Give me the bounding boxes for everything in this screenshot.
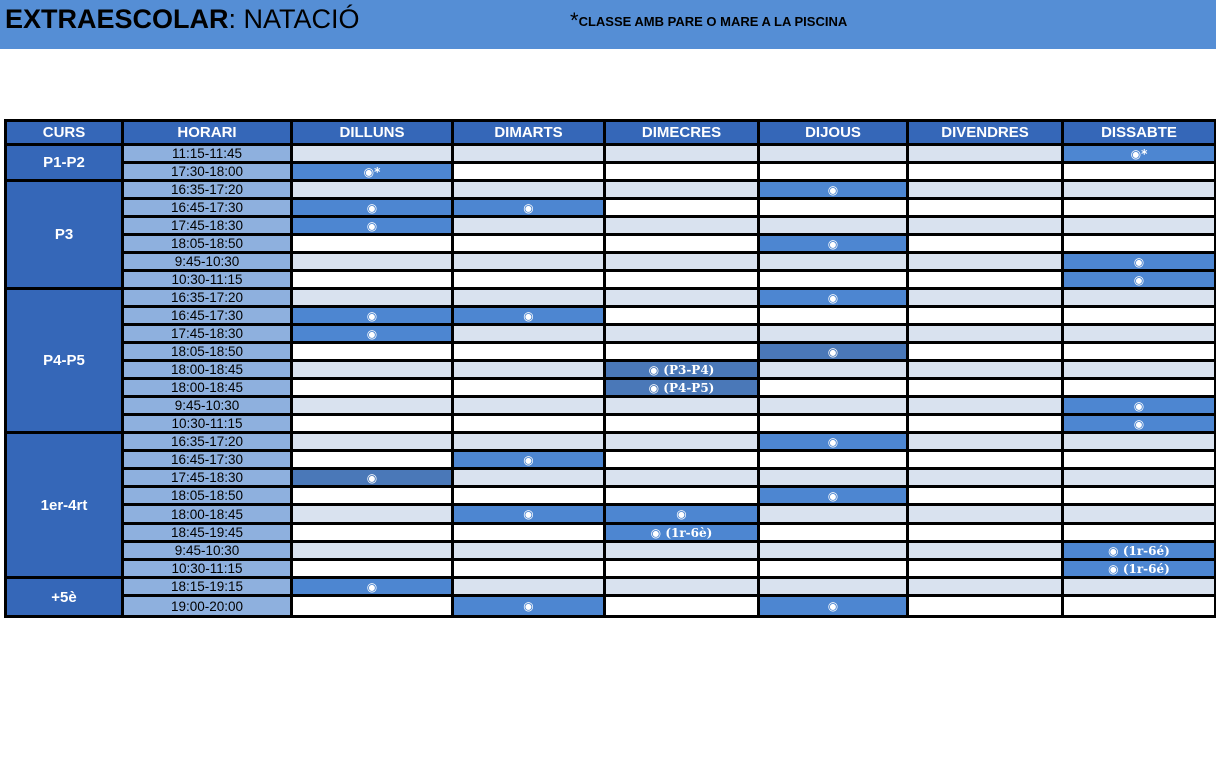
session-mark: ◉: [366, 200, 378, 215]
slot-cell: [908, 524, 1063, 542]
session-mark: ◉: [827, 236, 839, 251]
slot-cell: [908, 361, 1063, 379]
slot-cell: [605, 596, 759, 617]
slot-cell: [759, 524, 908, 542]
table-row: [6, 289, 1216, 307]
slot-cell: [453, 289, 605, 307]
col-header-dimecres: DIMECRES: [605, 121, 759, 145]
session-mark: ◉*: [363, 164, 381, 179]
horari-cell: 10:30-11:15: [123, 560, 292, 578]
horari-cell: 18:05-18:50: [123, 487, 292, 505]
slot-cell: [453, 253, 605, 271]
session-mark: ◉: [366, 326, 378, 341]
slot-cell: [759, 542, 908, 560]
session-mark: ◉: [827, 344, 839, 359]
slot-cell: [605, 415, 759, 433]
session-mark: ◉: [827, 290, 839, 305]
col-header-divendres: DIVENDRES: [908, 121, 1063, 145]
slot-cell: [759, 487, 908, 505]
slot-cell: [1063, 433, 1216, 451]
horari-cell: 18:00-18:45: [123, 361, 292, 379]
horari-cell: 16:45-17:30: [123, 451, 292, 469]
slot-cell: [1063, 145, 1216, 163]
session-mark: ◉ (1r-6é): [1108, 561, 1170, 576]
slot-cell: [1063, 235, 1216, 253]
slot-cell: [759, 505, 908, 524]
slot-cell: [759, 307, 908, 325]
slot-cell: [759, 253, 908, 271]
slot-cell: [759, 415, 908, 433]
slot-cell: [908, 217, 1063, 235]
slot-cell: [453, 145, 605, 163]
slot-cell: [292, 163, 453, 181]
table-row: [6, 451, 1216, 469]
slot-cell: [1063, 542, 1216, 560]
slot-cell: [605, 181, 759, 199]
slot-cell: [292, 487, 453, 505]
slot-cell: [1063, 253, 1216, 271]
schedule-table: [4, 119, 1216, 618]
slot-cell: [605, 325, 759, 343]
slot-cell: [453, 505, 605, 524]
slot-cell: [908, 235, 1063, 253]
slot-cell: [759, 578, 908, 596]
slot-cell: [908, 487, 1063, 505]
horari-cell: 9:45-10:30: [123, 542, 292, 560]
table-row: [6, 433, 1216, 451]
session-mark: ◉: [1133, 398, 1145, 413]
slot-cell: [759, 235, 908, 253]
slot-cell: [292, 325, 453, 343]
table-row: [6, 361, 1216, 379]
slot-cell: [759, 271, 908, 289]
slot-cell: [759, 199, 908, 217]
slot-cell: [908, 343, 1063, 361]
table-row: [6, 487, 1216, 505]
slot-cell: [1063, 199, 1216, 217]
session-mark: ◉ (P4-P5): [648, 380, 715, 395]
session-mark: ◉: [827, 182, 839, 197]
slot-cell: [908, 596, 1063, 617]
slot-cell: [292, 307, 453, 325]
slot-cell: [1063, 379, 1216, 397]
slot-cell: [759, 289, 908, 307]
slot-cell: [1063, 325, 1216, 343]
horari-cell: 17:30-18:00: [123, 163, 292, 181]
slot-cell: [292, 542, 453, 560]
table-row: [6, 181, 1216, 199]
curs-cell: P1-P2: [6, 145, 123, 181]
horari-cell: 16:35-17:20: [123, 181, 292, 199]
table-row: [6, 271, 1216, 289]
slot-cell: [759, 469, 908, 487]
slot-cell: [759, 560, 908, 578]
slot-cell: [453, 163, 605, 181]
horari-cell: 16:45-17:30: [123, 307, 292, 325]
slot-cell: [453, 469, 605, 487]
slot-cell: [292, 451, 453, 469]
slot-cell: [453, 379, 605, 397]
session-mark: ◉: [523, 308, 534, 323]
slot-cell: [1063, 343, 1216, 361]
slot-cell: [908, 451, 1063, 469]
col-header-dimarts: DIMARTS: [453, 121, 605, 145]
title-rest: : NATACIÓ: [228, 4, 360, 34]
horari-cell: 10:30-11:15: [123, 415, 292, 433]
col-header-dijous: DIJOUS: [759, 121, 908, 145]
table-row: [6, 253, 1216, 271]
slot-cell: [908, 145, 1063, 163]
slot-cell: [605, 289, 759, 307]
slot-cell: [292, 379, 453, 397]
slot-cell: [908, 397, 1063, 415]
slot-cell: [759, 181, 908, 199]
slot-cell: [292, 433, 453, 451]
curs-cell: 1er-4rt: [6, 433, 123, 578]
slot-cell: [605, 578, 759, 596]
horari-cell: 10:30-11:15: [123, 271, 292, 289]
slot-cell: [908, 379, 1063, 397]
slot-cell: [908, 289, 1063, 307]
slot-cell: [605, 235, 759, 253]
slot-cell: [1063, 307, 1216, 325]
horari-cell: 16:35-17:20: [123, 289, 292, 307]
slot-cell: [908, 199, 1063, 217]
slot-cell: [908, 560, 1063, 578]
horari-cell: 18:05-18:50: [123, 343, 292, 361]
horari-cell: 16:45-17:30: [123, 199, 292, 217]
session-mark: ◉: [523, 452, 534, 467]
curs-cell: +5è: [6, 578, 123, 617]
slot-cell: [605, 379, 759, 397]
slot-cell: [292, 289, 453, 307]
slot-cell: [453, 307, 605, 325]
slot-cell: [453, 235, 605, 253]
slot-cell: [1063, 505, 1216, 524]
horari-cell: 17:45-18:30: [123, 325, 292, 343]
slot-cell: [605, 199, 759, 217]
horari-cell: 17:45-18:30: [123, 217, 292, 235]
table-row: [6, 217, 1216, 235]
slot-cell: [605, 560, 759, 578]
slot-cell: [1063, 524, 1216, 542]
slot-cell: [453, 199, 605, 217]
session-mark: ◉ (1r-6è): [650, 525, 713, 540]
table-row: [6, 199, 1216, 217]
col-header-curs: CURS: [6, 121, 123, 145]
col-header-dilluns: DILLUNS: [292, 121, 453, 145]
slot-cell: [453, 217, 605, 235]
slot-cell: [759, 217, 908, 235]
slot-cell: [605, 163, 759, 181]
slot-cell: [605, 253, 759, 271]
slot-cell: [908, 181, 1063, 199]
session-mark: ◉: [366, 218, 378, 233]
slot-cell: [605, 361, 759, 379]
col-header-dissabte: DISSABTE: [1063, 121, 1216, 145]
slot-cell: [605, 542, 759, 560]
horari-cell: 18:15-19:15: [123, 578, 292, 596]
slot-cell: [908, 578, 1063, 596]
slot-cell: [1063, 163, 1216, 181]
slot-cell: [292, 235, 453, 253]
slot-cell: [292, 181, 453, 199]
table-row: [6, 145, 1216, 163]
horari-cell: 18:05-18:50: [123, 235, 292, 253]
slot-cell: [1063, 181, 1216, 199]
slot-cell: [453, 271, 605, 289]
horari-cell: 9:45-10:30: [123, 397, 292, 415]
slot-cell: [605, 524, 759, 542]
slot-cell: [605, 397, 759, 415]
slot-cell: [1063, 397, 1216, 415]
table-row: [6, 469, 1216, 487]
slot-cell: [605, 505, 759, 524]
slot-cell: [453, 415, 605, 433]
title-banner: [0, 0, 1216, 49]
slot-cell: [453, 578, 605, 596]
slot-cell: [453, 560, 605, 578]
session-mark: ◉ (P3-P4): [648, 362, 715, 377]
slot-cell: [908, 325, 1063, 343]
horari-cell: 16:35-17:20: [123, 433, 292, 451]
session-mark: ◉*: [1130, 146, 1148, 161]
slot-cell: [292, 361, 453, 379]
slot-cell: [908, 415, 1063, 433]
horari-cell: 18:45-19:45: [123, 524, 292, 542]
slot-cell: [292, 578, 453, 596]
slot-cell: [292, 560, 453, 578]
slot-cell: [1063, 415, 1216, 433]
slot-cell: [292, 145, 453, 163]
slot-cell: [292, 397, 453, 415]
slot-cell: [605, 307, 759, 325]
footnote-text: CLASSE AMB PARE O MARE A LA PISCINA: [578, 14, 848, 29]
slot-cell: [759, 451, 908, 469]
slot-cell: [759, 379, 908, 397]
slot-cell: [908, 542, 1063, 560]
slot-cell: [1063, 451, 1216, 469]
title-bold: EXTRAESCOLAR: [5, 4, 229, 34]
session-mark: ◉: [676, 507, 687, 521]
slot-cell: [605, 271, 759, 289]
horari-cell: 18:00-18:45: [123, 505, 292, 524]
slot-cell: [759, 361, 908, 379]
slot-cell: [453, 451, 605, 469]
slot-cell: [453, 325, 605, 343]
slot-cell: [759, 325, 908, 343]
slot-cell: [908, 469, 1063, 487]
table-row: [6, 415, 1216, 433]
slot-cell: [605, 451, 759, 469]
slot-cell: [292, 596, 453, 617]
slot-cell: [605, 343, 759, 361]
slot-cell: [292, 524, 453, 542]
slot-cell: [759, 343, 908, 361]
slot-cell: [759, 145, 908, 163]
slot-cell: [908, 505, 1063, 524]
session-mark: ◉: [1133, 416, 1145, 431]
slot-cell: [759, 397, 908, 415]
horari-cell: 9:45-10:30: [123, 253, 292, 271]
table-row: [6, 397, 1216, 415]
table-row: [6, 235, 1216, 253]
slot-cell: [292, 199, 453, 217]
session-mark: ◉: [523, 200, 534, 215]
slot-cell: [605, 469, 759, 487]
slot-cell: [605, 145, 759, 163]
slot-cell: [759, 433, 908, 451]
slot-cell: [292, 415, 453, 433]
table-row: [6, 325, 1216, 343]
slot-cell: [453, 596, 605, 617]
slot-cell: [453, 397, 605, 415]
slot-cell: [292, 217, 453, 235]
slot-cell: [1063, 271, 1216, 289]
slot-cell: [1063, 361, 1216, 379]
slot-cell: [453, 361, 605, 379]
slot-cell: [1063, 578, 1216, 596]
slot-cell: [1063, 596, 1216, 617]
table-row: [6, 524, 1216, 542]
slot-cell: [908, 307, 1063, 325]
slot-cell: [453, 487, 605, 505]
table-row: [6, 379, 1216, 397]
slot-cell: [759, 163, 908, 181]
slot-cell: [292, 343, 453, 361]
horari-cell: 11:15-11:45: [123, 145, 292, 163]
table-row: [6, 560, 1216, 578]
horari-cell: 18:00-18:45: [123, 379, 292, 397]
slot-cell: [908, 163, 1063, 181]
session-mark: ◉: [1133, 272, 1145, 287]
curs-cell: P4-P5: [6, 289, 123, 433]
footnote: [570, 8, 847, 34]
header-row: [6, 121, 1216, 145]
slot-cell: [453, 433, 605, 451]
slot-cell: [1063, 560, 1216, 578]
slot-cell: [605, 487, 759, 505]
slot-cell: [1063, 217, 1216, 235]
table-row: [6, 505, 1216, 524]
session-mark: ◉: [366, 308, 378, 323]
slot-cell: [605, 433, 759, 451]
table-row: [6, 343, 1216, 361]
session-mark: ◉: [827, 599, 839, 613]
footnote-star: *: [570, 8, 579, 33]
slot-cell: [453, 524, 605, 542]
session-mark: ◉: [523, 599, 534, 613]
table-row: [6, 542, 1216, 560]
slot-cell: [453, 343, 605, 361]
session-mark: ◉: [1133, 254, 1145, 269]
session-mark: ◉: [827, 434, 839, 449]
session-mark: ◉: [366, 579, 378, 594]
slot-cell: [908, 271, 1063, 289]
page-title: [5, 4, 360, 35]
col-header-horari: HORARI: [123, 121, 292, 145]
slot-cell: [292, 505, 453, 524]
slot-cell: [605, 217, 759, 235]
horari-cell: 19:00-20:00: [123, 596, 292, 617]
session-mark: ◉ (1r-6é): [1108, 543, 1170, 558]
session-mark: ◉: [827, 488, 839, 503]
slot-cell: [292, 469, 453, 487]
session-mark: ◉: [523, 507, 534, 521]
slot-cell: [908, 253, 1063, 271]
slot-cell: [453, 542, 605, 560]
table-row: [6, 596, 1216, 617]
table-row: [6, 578, 1216, 596]
slot-cell: [1063, 487, 1216, 505]
slot-cell: [453, 181, 605, 199]
curs-cell: P3: [6, 181, 123, 289]
slot-cell: [1063, 469, 1216, 487]
slot-cell: [1063, 289, 1216, 307]
horari-cell: 17:45-18:30: [123, 469, 292, 487]
slot-cell: [292, 271, 453, 289]
slot-cell: [908, 433, 1063, 451]
slot-cell: [759, 596, 908, 617]
slot-cell: [292, 253, 453, 271]
session-mark: ◉: [366, 470, 378, 485]
table-row: [6, 163, 1216, 181]
table-row: [6, 307, 1216, 325]
